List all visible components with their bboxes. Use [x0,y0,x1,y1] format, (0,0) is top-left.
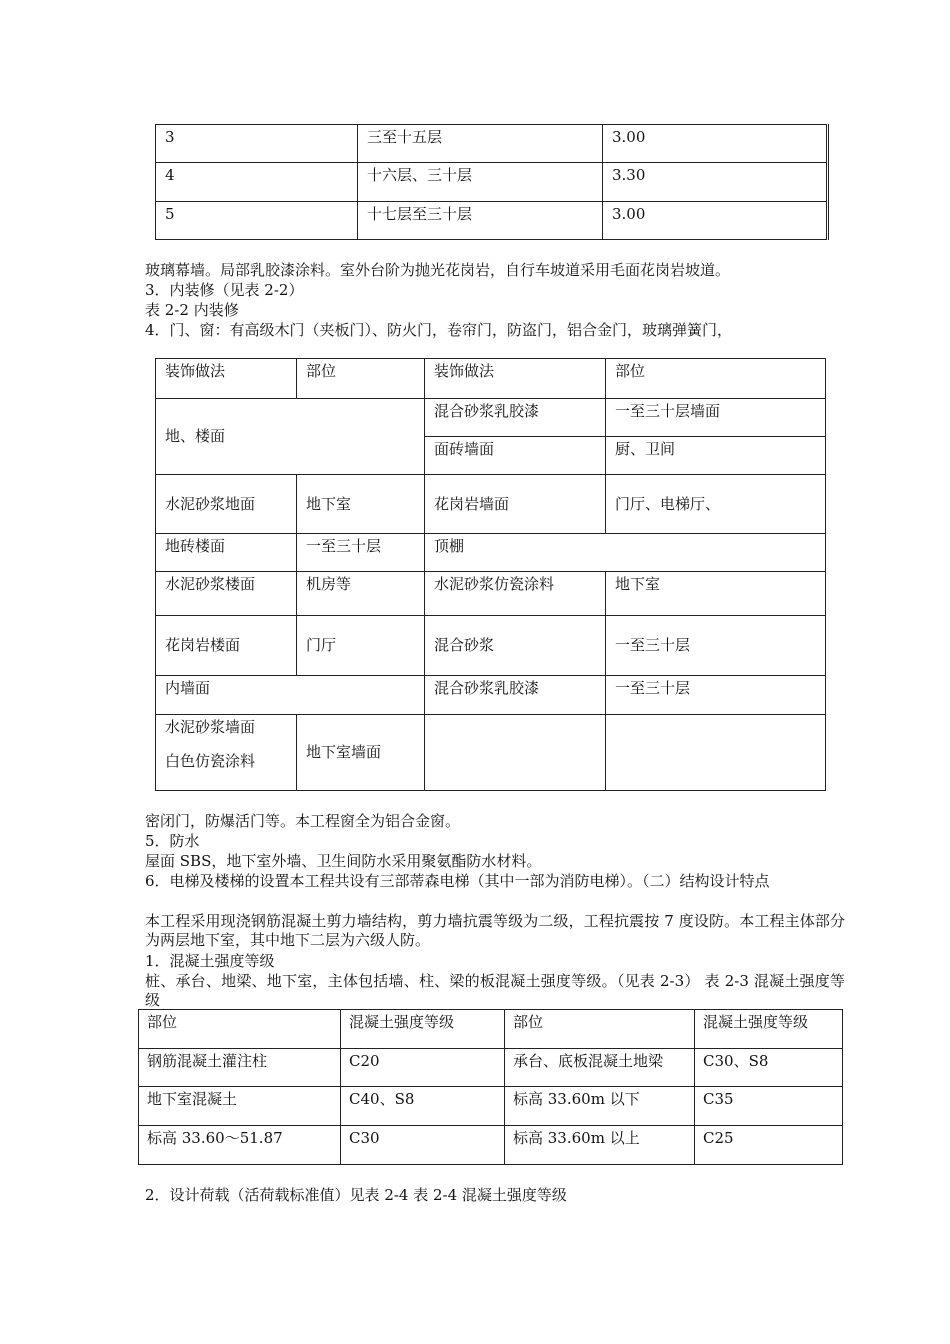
table-cell: C35 [695,1087,843,1126]
table-cell: 地、楼面 [156,399,425,475]
table-cell: 标高 33.60m 以下 [505,1087,695,1126]
table-cell: 十七层至三十层 [358,202,603,240]
table-cell: 一至三十层 [297,534,425,572]
table-row [156,715,826,791]
header-cell: 混凝土强度等级 [341,1010,505,1049]
table-cell: 水泥砂浆楼面 [156,572,297,616]
header-cell: 部位 [139,1010,341,1049]
table-cell: 混合砂浆 [425,616,606,676]
table-cell [156,715,297,791]
section-heading: 3．内装修（见表 2-2） [145,281,304,299]
table-cell: 一至三十层墙面 [606,399,826,437]
table-cell: C20 [341,1049,505,1087]
paragraph: 2．设计荷载（活荷载标准值）见表 2-4 表 2-4 混凝土强度等级 [145,1186,567,1204]
table-cell: 地下室 [297,475,425,534]
table-cell: 面砖墙面 [425,437,606,475]
table-row [156,125,828,163]
paragraph: 屋面 SBS，地下室外墙、卫生间防水采用聚氨酯防水材料。 [145,852,542,870]
table-cell: 3.00 [603,202,828,240]
header-cell: 部位 [505,1010,695,1049]
table-cell: 3 [156,125,358,163]
table-row [156,534,826,572]
table-row [156,572,826,616]
header-cell: 部位 [606,359,826,399]
table-cell: 内墙面 [156,676,425,715]
table-cell: 地下室混凝土 [139,1087,341,1126]
table-row [156,475,826,534]
table-caption: 表 2-2 内装修 [145,301,239,319]
table-cell: 花岗岩墙面 [425,475,606,534]
table-cell: 一至三十层 [606,676,826,715]
table-cell: 3.00 [603,125,828,163]
paragraph: 桩、承台、地梁、地下室，主体包括墙、柱、梁的板混凝土强度等级。（见表 2-3） 表 2-3 混凝土强度等级 [145,972,845,1009]
table-cell: 一至三十层 [606,616,826,676]
table-cell: 门厅、电梯厅、 [606,475,826,534]
table-cell: C30 [341,1126,505,1165]
concrete-grade-table [138,1009,843,1165]
section-heading: 5．防水 [145,832,200,850]
table-row [139,1126,843,1165]
table-row [139,1087,843,1126]
table-cell: 混合砂浆乳胶漆 [425,399,606,437]
table-cell: C25 [695,1126,843,1165]
interior-finish-table [155,358,826,791]
table-cell: 3.30 [603,163,828,202]
table-cell: 5 [156,202,358,240]
table-row [156,399,826,437]
table-cell: 三至十五层 [358,125,603,163]
cell-line: 水泥砂浆墙面 [165,718,256,736]
table-cell: 顶棚 [425,534,826,572]
table-cell: 地砖楼面 [156,534,297,572]
table-cell: 4 [156,163,358,202]
header-cell: 混凝土强度等级 [695,1010,843,1049]
cell-line: 白色仿瓷涂料 [165,752,256,770]
paragraph: 密闭门，防爆活门等。本工程窗全为铝合金窗。 [145,812,461,830]
table-cell: C40、S8 [341,1087,505,1126]
table-cell: 标高 33.60m 以上 [505,1126,695,1165]
table-cell: 承台、底板混凝土地梁 [505,1049,695,1087]
table-cell [606,715,826,791]
table-cell: 标高 33.60～51.87 [139,1126,341,1165]
paragraph: 玻璃幕墙。局部乳胶漆涂料。室外台阶为抛光花岗岩，自行车坡道采用毛面花岗岩坡道。 [145,261,731,279]
table-row [156,676,826,715]
table-cell: 机房等 [297,572,425,616]
table-row [156,163,828,202]
table-cell: 混合砂浆乳胶漆 [425,676,606,715]
table-cell: 钢筋混凝土灌注柱 [139,1049,341,1087]
table-row [139,1049,843,1087]
table-row [156,616,826,676]
table-cell: 十六层、三十层 [358,163,603,202]
header-cell: 部位 [297,359,425,399]
table-cell: 地下室墙面 [297,715,425,791]
table-cell: 地下室 [606,572,826,616]
paragraph: 本工程采用现浇钢筋混凝土剪力墙结构，剪力墙抗震等级为二级，工程抗震按 7 度设防。本工程主体部分为两层地下室，其中地下二层为六级人防。 [145,912,845,949]
table-cell: 水泥砂浆地面 [156,475,297,534]
table-row [156,202,828,240]
header-cell: 装饰做法 [425,359,606,399]
floor-height-table [155,124,829,240]
table-cell: 花岗岩楼面 [156,616,297,676]
paragraph: 4．门、窗：有高级木门（夹板门）、防火门，卷帘门，防盗门，铝合金门，玻璃弹簧门， [145,321,733,339]
table-cell: 水泥砂浆仿瓷涂料 [425,572,606,616]
paragraph: 6．电梯及楼梯的设置本工程共设有三部蒂森电梯（其中一部为消防电梯）。（二）结构设计特点 [145,872,770,890]
table-cell: 厨、卫间 [606,437,826,475]
table-cell: 门厅 [297,616,425,676]
header-cell: 装饰做法 [156,359,297,399]
table-header-row [139,1010,843,1049]
section-heading: 1．混凝土强度等级 [145,952,275,970]
table-cell: C30、S8 [695,1049,843,1087]
table-header-row [156,359,826,399]
table-cell [425,715,606,791]
